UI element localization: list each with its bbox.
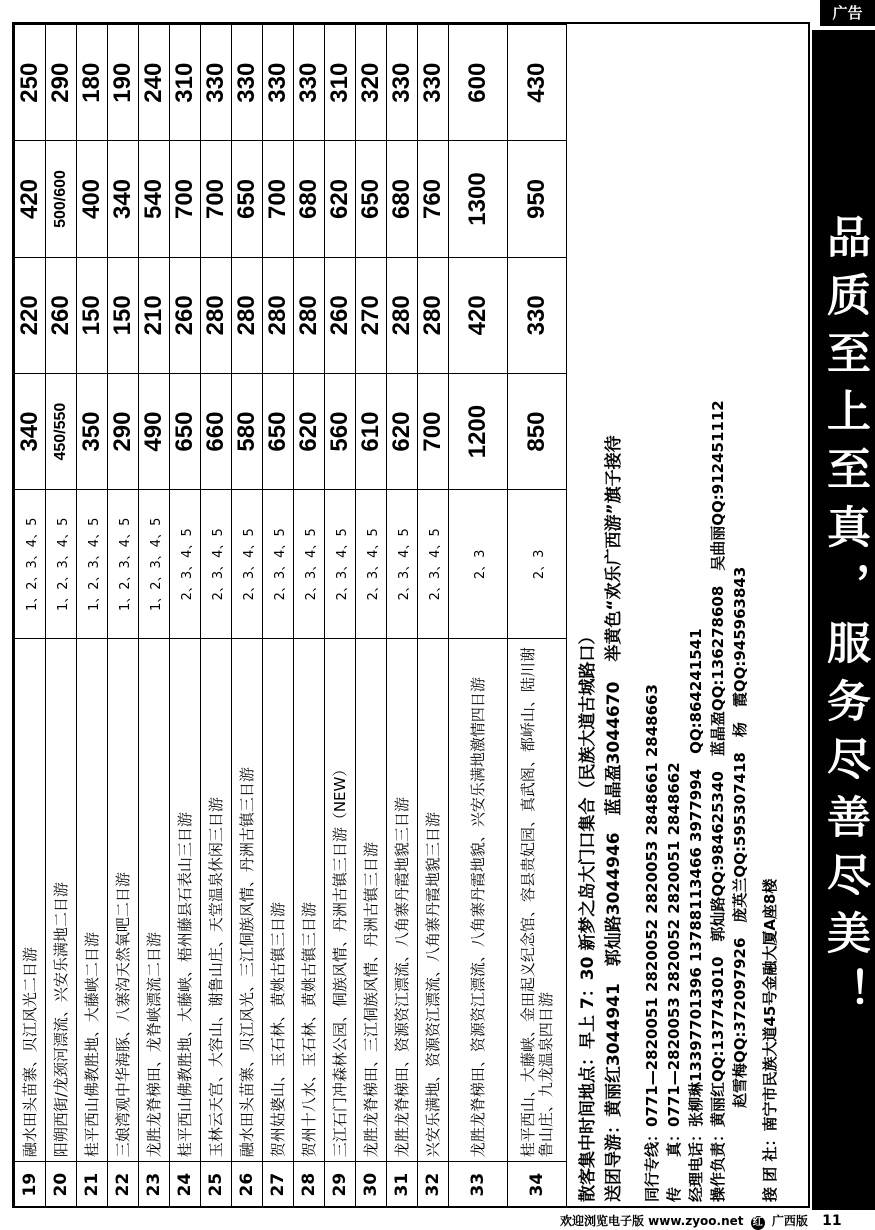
table-row <box>418 25 449 1208</box>
departure-days: 1、2、3、4、5 <box>77 490 108 639</box>
table-row <box>139 25 170 1208</box>
row-number: 27 <box>263 1162 294 1208</box>
office-address: 接 团 社：南宁市民族大道45号金融大厦A座8楼 <box>761 878 779 1202</box>
fax-line: 传 真：0771—2820053 2820052 2820051 2848662 <box>665 762 683 1202</box>
route-name: 桂平西山佛教胜地、大藤峡二日游 <box>77 639 108 1162</box>
price-adult: 610 <box>356 373 387 489</box>
price-child: 280 <box>294 257 325 373</box>
price-child-alt: 430 <box>508 25 567 141</box>
gather-line: 散客集中时间地点：早上 7：30 新梦之岛大门口集合（民族大道古城路口） <box>578 627 598 1202</box>
price-adult-alt: 1300 <box>449 141 508 257</box>
operators-line-2: 赵雪梅QQ:372097926 庞英兰QQ:595307418 杨 霞QQ:945963843 <box>731 566 749 1108</box>
departure-days: 2、3、4、5 <box>232 490 263 639</box>
price-adult: 650 <box>170 373 201 489</box>
row-number: 26 <box>232 1162 263 1208</box>
price-adult: 700 <box>418 373 449 489</box>
price-child-alt: 330 <box>418 25 449 141</box>
table-row <box>449 25 508 1208</box>
table-row <box>232 25 263 1208</box>
price-adult: 620 <box>387 373 418 489</box>
row-number: 28 <box>294 1162 325 1208</box>
footer-brand: 广西版 <box>771 1214 808 1228</box>
departure-days: 2、3 <box>508 490 567 639</box>
departure-days: 1、2、3、4、5 <box>46 490 77 639</box>
route-name: 桂平西山佛教胜地、大藤峡、梧州藤县石表山三日游 <box>170 639 201 1162</box>
table-row <box>294 25 325 1208</box>
row-number: 30 <box>356 1162 387 1208</box>
price-adult: 850 <box>508 373 567 489</box>
route-name: 贺州十八水、玉石林、黄姚古镇三日游 <box>294 639 325 1162</box>
row-number: 31 <box>387 1162 418 1208</box>
hotline: 同行专线：0771—2820051 2820052 2820053 2848661 2848663 <box>643 684 661 1202</box>
price-adult: 650 <box>263 373 294 489</box>
departure-days: 1、2、3、4、5 <box>15 490 46 639</box>
route-name: 龙胜龙脊梯田、资源资江漂流、八角寨丹霞地貌、兴安乐满地激情四日游 <box>449 639 508 1162</box>
manager-line: 经理电话：张柳琳13397701396 13788113466 3977994 QQ:864241541 <box>687 628 705 1202</box>
price-child: 150 <box>108 257 139 373</box>
departure-days: 1、2、3、4、5 <box>139 490 170 639</box>
price-child-alt: 330 <box>201 25 232 141</box>
row-number: 21 <box>77 1162 108 1208</box>
rotated-panel <box>14 24 808 1208</box>
table-row <box>508 25 567 1208</box>
price-adult: 620 <box>294 373 325 489</box>
price-adult-alt: 700 <box>263 141 294 257</box>
price-adult-alt: 500/600 <box>46 141 77 257</box>
row-number: 34 <box>508 1162 567 1208</box>
page-number: 11 <box>822 1213 842 1229</box>
price-adult: 490 <box>139 373 170 489</box>
price-child: 280 <box>232 257 263 373</box>
table-row <box>46 25 77 1208</box>
row-number: 23 <box>139 1162 170 1208</box>
route-name: 龙胜龙脊梯田、资源资江漂流、八角寨丹霞地貌三日游 <box>387 639 418 1162</box>
price-adult-alt: 760 <box>418 141 449 257</box>
price-adult-alt: 680 <box>387 141 418 257</box>
departure-days: 1、2、3、4、5 <box>108 490 139 639</box>
price-adult-alt: 950 <box>508 141 567 257</box>
table-row <box>356 25 387 1208</box>
row-number: 19 <box>15 1162 46 1208</box>
table-row <box>77 25 108 1208</box>
footer <box>560 1212 842 1230</box>
route-name: 桂平西山、大藤峡、金田起义纪念馆、容县贵妃园、真武阁、都峤山、陆川谢鲁山庄、九龙温泉四日游 <box>508 639 567 1162</box>
departure-days: 2、3、4、5 <box>325 490 356 639</box>
table-row <box>15 25 46 1208</box>
price-adult-alt: 650 <box>232 141 263 257</box>
price-child: 260 <box>170 257 201 373</box>
price-child: 260 <box>325 257 356 373</box>
departure-days: 2、3、4、5 <box>170 490 201 639</box>
row-number: 22 <box>108 1162 139 1208</box>
price-adult-alt: 340 <box>108 141 139 257</box>
price-adult: 560 <box>325 373 356 489</box>
route-name: 阳朔西街/龙颈河漂流、兴安乐满地二日游 <box>46 639 77 1162</box>
operators-line: 操作负责：黄丽红QQ:137743010 郭灿路QQ:984625340 蓝晶盈QQ:136278608 吴曲丽QQ:912451112 <box>709 400 727 1202</box>
price-adult-alt: 680 <box>294 141 325 257</box>
price-child: 280 <box>418 257 449 373</box>
departure-days: 2、3、4、5 <box>201 490 232 639</box>
price-adult-alt: 400 <box>77 141 108 257</box>
price-child-alt: 320 <box>356 25 387 141</box>
route-name: 融水田头苗寨、贝江风光、三江侗族风情、丹洲古镇三日游 <box>232 639 263 1162</box>
price-child: 150 <box>77 257 108 373</box>
row-number: 25 <box>201 1162 232 1208</box>
price-adult-alt: 650 <box>356 141 387 257</box>
departure-days: 2、3 <box>449 490 508 639</box>
route-name: 三娘湾观中华海豚、八寨沟天然氧吧二日游 <box>108 639 139 1162</box>
price-adult-alt: 700 <box>170 141 201 257</box>
row-number: 33 <box>449 1162 508 1208</box>
price-adult: 450/550 <box>46 373 77 489</box>
price-child-alt: 330 <box>387 25 418 141</box>
table-row <box>108 25 139 1208</box>
route-name: 贺州姑婆山、玉石林、黄姚古镇三日游 <box>263 639 294 1162</box>
table-row <box>263 25 294 1208</box>
slogan: 品质至上至真，服务尽善尽美！ <box>819 214 870 1026</box>
price-adult: 290 <box>108 373 139 489</box>
price-child-alt: 310 <box>325 25 356 141</box>
row-number: 24 <box>170 1162 201 1208</box>
price-child-alt: 180 <box>77 25 108 141</box>
price-child-alt: 330 <box>294 25 325 141</box>
route-name: 兴安乐满地、资源资江漂流、八角寨丹霞地貌三日游 <box>418 639 449 1162</box>
route-name: 三江石门冲森林公园、侗族风情、丹洲古镇三日游（NEW） <box>325 639 356 1162</box>
table-row <box>387 25 418 1208</box>
row-number: 20 <box>46 1162 77 1208</box>
departure-days: 2、3、4、5 <box>418 490 449 639</box>
table-row <box>201 25 232 1208</box>
row-number: 32 <box>418 1162 449 1208</box>
ad-tag: 广告 <box>820 0 875 26</box>
table-row <box>325 25 356 1208</box>
price-adult: 350 <box>77 373 108 489</box>
price-child-alt: 310 <box>170 25 201 141</box>
content-frame <box>12 22 810 1208</box>
price-child: 270 <box>356 257 387 373</box>
route-name: 玉林云天宫、大容山、谢鲁山庄、天堂温泉休闲三日游 <box>201 639 232 1162</box>
price-adult-alt: 420 <box>15 141 46 257</box>
price-child-alt: 240 <box>139 25 170 141</box>
price-child-alt: 190 <box>108 25 139 141</box>
price-child: 330 <box>508 257 567 373</box>
price-child-alt: 330 <box>232 25 263 141</box>
price-adult-alt: 540 <box>139 141 170 257</box>
tour-price-table <box>14 24 567 1208</box>
departure-days: 2、3、4、5 <box>356 490 387 639</box>
price-child: 280 <box>263 257 294 373</box>
brand-logo: 红 <box>752 1217 763 1228</box>
departure-days: 2、3、4、5 <box>387 490 418 639</box>
price-child-alt: 600 <box>449 25 508 141</box>
price-child-alt: 330 <box>263 25 294 141</box>
price-adult: 340 <box>15 373 46 489</box>
price-child: 420 <box>449 257 508 373</box>
route-name: 融水田头苗寨、贝江风光二日游 <box>15 639 46 1162</box>
contact-info <box>569 24 809 1208</box>
departure-days: 2、3、4、5 <box>294 490 325 639</box>
price-adult-alt: 620 <box>325 141 356 257</box>
price-child: 260 <box>46 257 77 373</box>
price-child-alt: 250 <box>15 25 46 141</box>
price-adult-alt: 700 <box>201 141 232 257</box>
route-name: 龙胜龙脊梯田、龙脊峡漂流二日游 <box>139 639 170 1162</box>
price-adult: 660 <box>201 373 232 489</box>
row-number: 29 <box>325 1162 356 1208</box>
route-name: 龙胜龙脊梯田、三江侗族风情、丹洲古镇三日游 <box>356 639 387 1162</box>
price-adult: 1200 <box>449 373 508 489</box>
price-child: 280 <box>201 257 232 373</box>
price-child: 280 <box>387 257 418 373</box>
table-row <box>170 25 201 1208</box>
price-child-alt: 290 <box>46 25 77 141</box>
price-adult: 580 <box>232 373 263 489</box>
price-child: 220 <box>15 257 46 373</box>
price-child: 210 <box>139 257 170 373</box>
footer-url[interactable]: 欢迎浏览电子版 www.zyoo.net <box>560 1214 744 1228</box>
departure-days: 2、3、4、5 <box>263 490 294 639</box>
guide-line: 送团导游：黄丽红3044941 郭灿路3044946 蓝晶盈3044670 举黄色“欢乐广西游”旗子接待 <box>604 435 624 1202</box>
